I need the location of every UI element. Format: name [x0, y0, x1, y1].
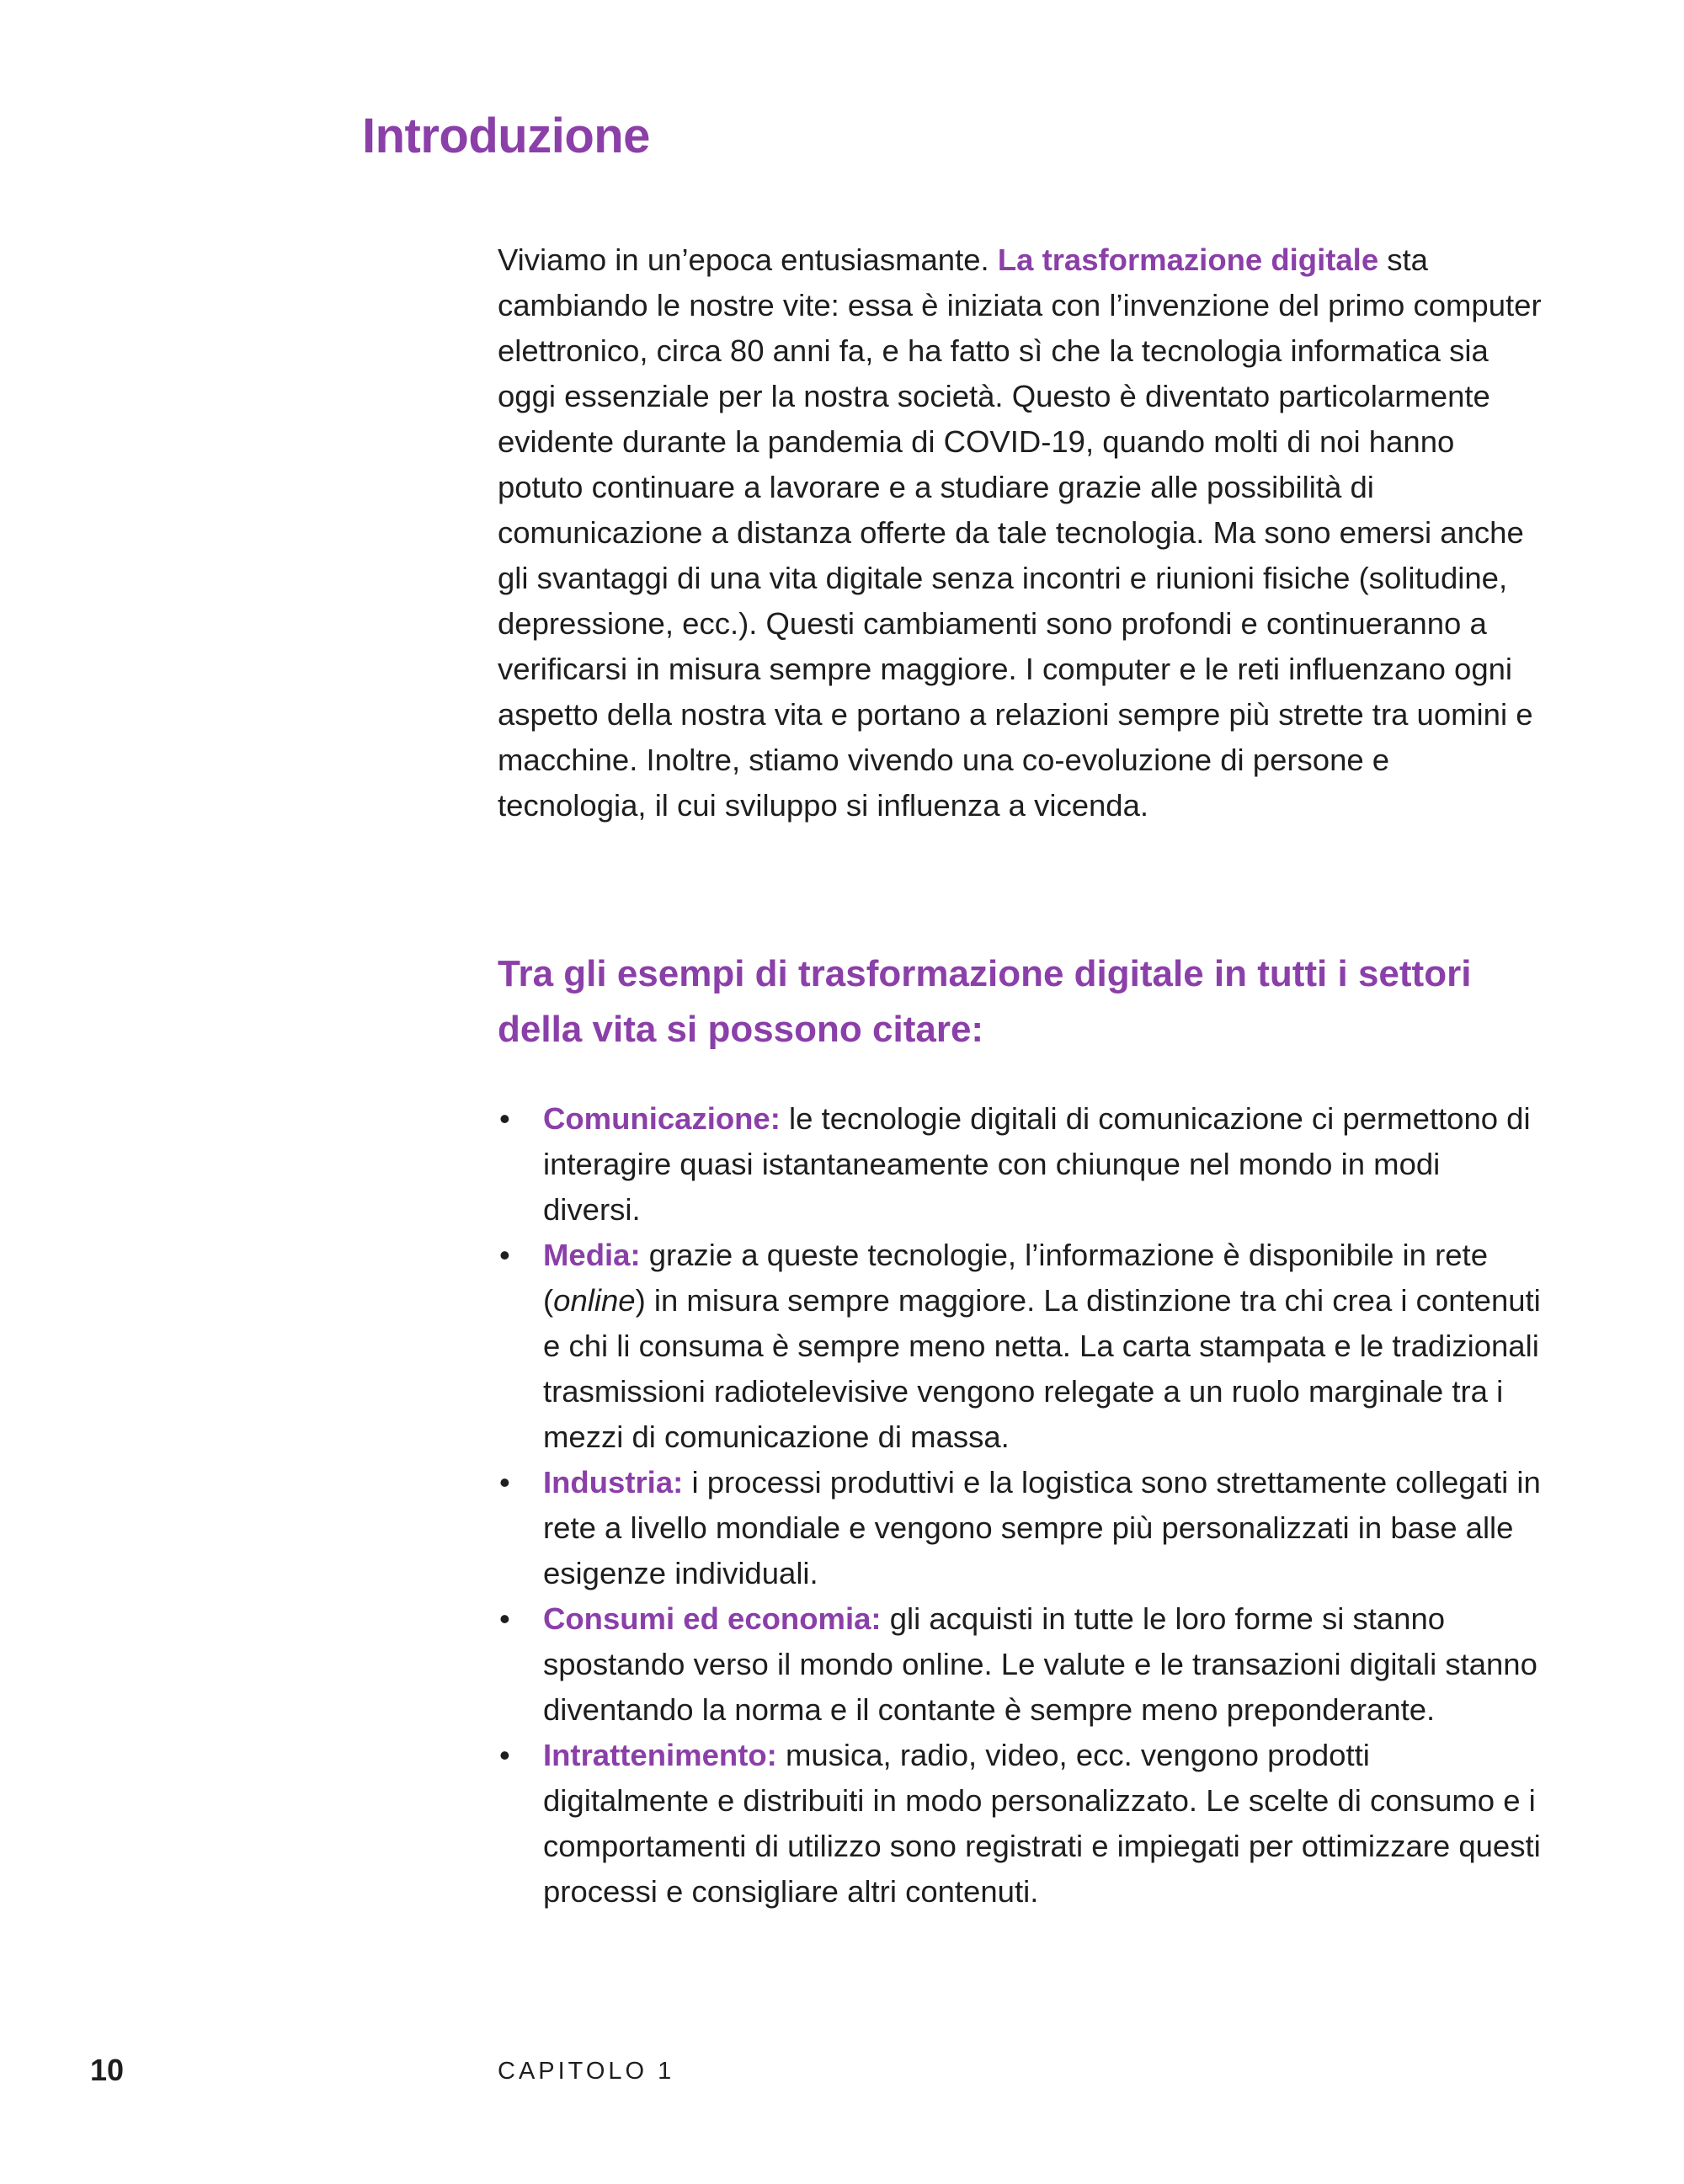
list-item-text: le tecnologie digitali di comunicazione ci permettono di interagire quasi istantaneamente con chiunque nel mondo in modi diversi. — [543, 1101, 1531, 1227]
list-item-term: Media: — [543, 1238, 641, 1272]
list-item-text: i processi produttivi e la logistica sono strettamente collegati in rete a livello mondiale e vengono sempre più personalizzati in base alle esigenze individuali. — [543, 1465, 1541, 1590]
list-item-italic: online — [553, 1283, 636, 1318]
list-item-text: gli acquisti in tutte le loro forme si stanno spostando verso il mondo online. Le valute e le transazioni digitali stanno diventando la norma e il contante è sempre meno preponderante. — [543, 1601, 1537, 1727]
intro-text-rest: sta cambiando le nostre vite: essa è iniziata con l’invenzione del primo computer elettronico, circa 80 anni fa, e ha fatto sì che la tecnologia informatica sia oggi essenziale per la nostra società. Questo è diventato particolarmente evidente durante la pandemia di COVID-19, quando molti di noi hanno potuto continuare a lavorare e a studiare grazie alle possibilità di comunicazione a distanza offerte da tale tecnologia. Ma sono emersi anche gli svantaggi di una vita digitale senza incontri e riunioni fisiche (solitudine, depressione, ecc.). Questi cambiamenti sono profondi e continueranno a verificarsi in misura sempre maggiore. I computer e le reti influenzano ogni aspetto della nostra vita e portano a relazioni sempre più strette tra uomini e macchine. Inoltre, stiamo vivendo una co-evoluzione di persone e tecnologia, il cui sviluppo si influenza a vicenda. — [498, 242, 1542, 823]
list-item — [498, 1233, 1542, 1460]
list-item-term: Industria: — [543, 1465, 684, 1500]
list-item — [498, 1596, 1542, 1733]
intro-paragraph — [498, 237, 1542, 828]
list-item-term: Consumi ed economia: — [543, 1601, 882, 1636]
bullet-icon: • — [499, 1601, 510, 1636]
list-item-text: musica, radio, video, ecc. vengono prodotti digitalmente e distribuiti in modo personalizzato. Le scelte di consumo e i comportamenti di utilizzo sono registrati e impiegati per ottimizzare questi processi e consigliare altri contenuti. — [543, 1738, 1541, 1909]
page-number: 10 — [90, 2053, 125, 2087]
page-title: Introduzione — [362, 109, 650, 163]
examples-list — [498, 1096, 1542, 1915]
bullet-icon: • — [499, 1465, 510, 1500]
list-item-term: Comunicazione: — [543, 1101, 781, 1136]
list-item-text-after: ) in misura sempre maggiore. La distinzione tra chi crea i contenuti e chi li consuma è sempre meno netta. La carta stampata e le tradizionali trasmissioni radiotelevisive vengono relegate a un ruolo marginale tra i mezzi di comunicazione di massa. — [543, 1283, 1541, 1454]
intro-text-start: Viviamo in un’epoca entusiasmante. — [498, 242, 998, 277]
list-item — [498, 1096, 1542, 1233]
chapter-label: CAPITOLO 1 — [498, 2058, 675, 2085]
list-item — [498, 1460, 1542, 1596]
list-item-text: grazie a queste tecnologie, l’informazione è disponibile in rete ( — [543, 1238, 1488, 1318]
list-item-term: Intrattenimento: — [543, 1738, 777, 1772]
bullet-icon: • — [499, 1238, 510, 1272]
bullet-icon: • — [499, 1738, 510, 1772]
bullet-icon: • — [499, 1101, 510, 1136]
intro-highlight: La trasformazione digitale — [997, 242, 1379, 277]
section-heading: Tra gli esempi di trasformazione digitale in tutti i settori della vita si possono citare: — [498, 953, 1472, 1050]
list-item — [498, 1733, 1542, 1915]
